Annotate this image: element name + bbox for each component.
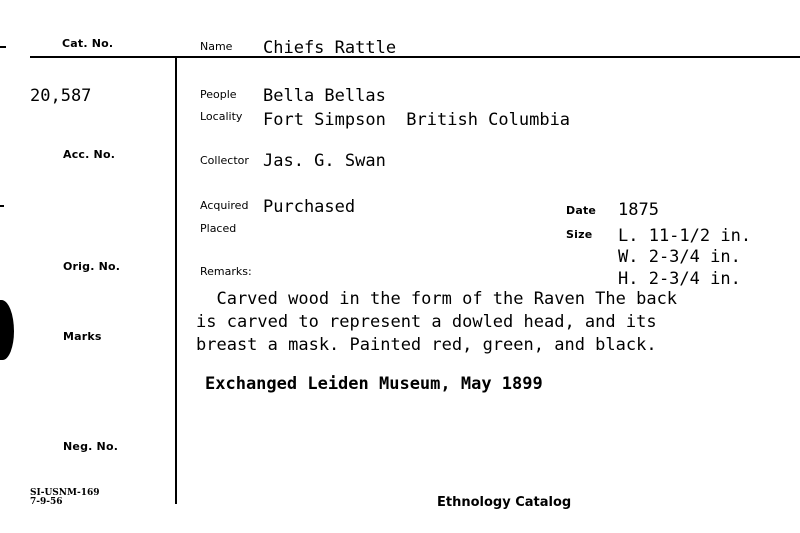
form-date: 7-9-56: [30, 497, 63, 507]
name-label: Name: [200, 40, 233, 53]
orig-no-label: Orig. No.: [63, 260, 121, 273]
cat-no-label: Cat. No.: [62, 37, 114, 50]
collector-label: Collector: [200, 154, 249, 167]
remarks-text: [196, 288, 776, 357]
neg-no-label: Neg. No.: [63, 440, 119, 453]
cat-no-value: 20,587: [30, 86, 92, 106]
remarks-line-1: Carved wood in the form of the Raven The back: [196, 289, 678, 309]
acc-no-label: Acc. No.: [63, 148, 116, 161]
date-label: Date: [566, 204, 597, 217]
edge-mark: [0, 46, 6, 48]
ink-blot: [0, 300, 14, 360]
placed-label: Placed: [200, 222, 237, 235]
size-length: L. 11-1/2 in.: [618, 226, 752, 246]
locality-value: Fort Simpson British Columbia: [263, 110, 571, 130]
locality-label: Locality: [200, 110, 243, 123]
header-rule: [30, 56, 800, 58]
remarks-line-3: breast a mask. Painted red, green, and black.: [196, 335, 657, 355]
edge-mark-lower: [0, 205, 4, 207]
exchange-note: Exchanged Leiden Museum, May 1899: [205, 374, 543, 394]
size-width: W. 2-3/4 in.: [618, 247, 741, 267]
collector-value: Jas. G. Swan: [263, 151, 386, 171]
form-id: SI-USNM-169: [30, 488, 100, 498]
remarks-line-2: is carved to represent a dowled head, and its: [196, 312, 657, 332]
date-value: 1875: [618, 200, 659, 220]
remarks-label: Remarks:: [200, 265, 252, 278]
people-label: People: [200, 88, 237, 101]
name-value: Chiefs Rattle: [263, 38, 397, 58]
column-divider: [175, 58, 177, 504]
acquired-label: Acquired: [200, 199, 249, 212]
size-label: Size: [566, 228, 593, 241]
people-value: Bella Bellas: [263, 86, 386, 106]
marks-label: Marks: [63, 330, 102, 343]
size-height: H. 2-3/4 in.: [618, 269, 741, 289]
catalog-title: Ethnology Catalog: [437, 495, 572, 510]
acquired-value: Purchased: [263, 197, 356, 217]
